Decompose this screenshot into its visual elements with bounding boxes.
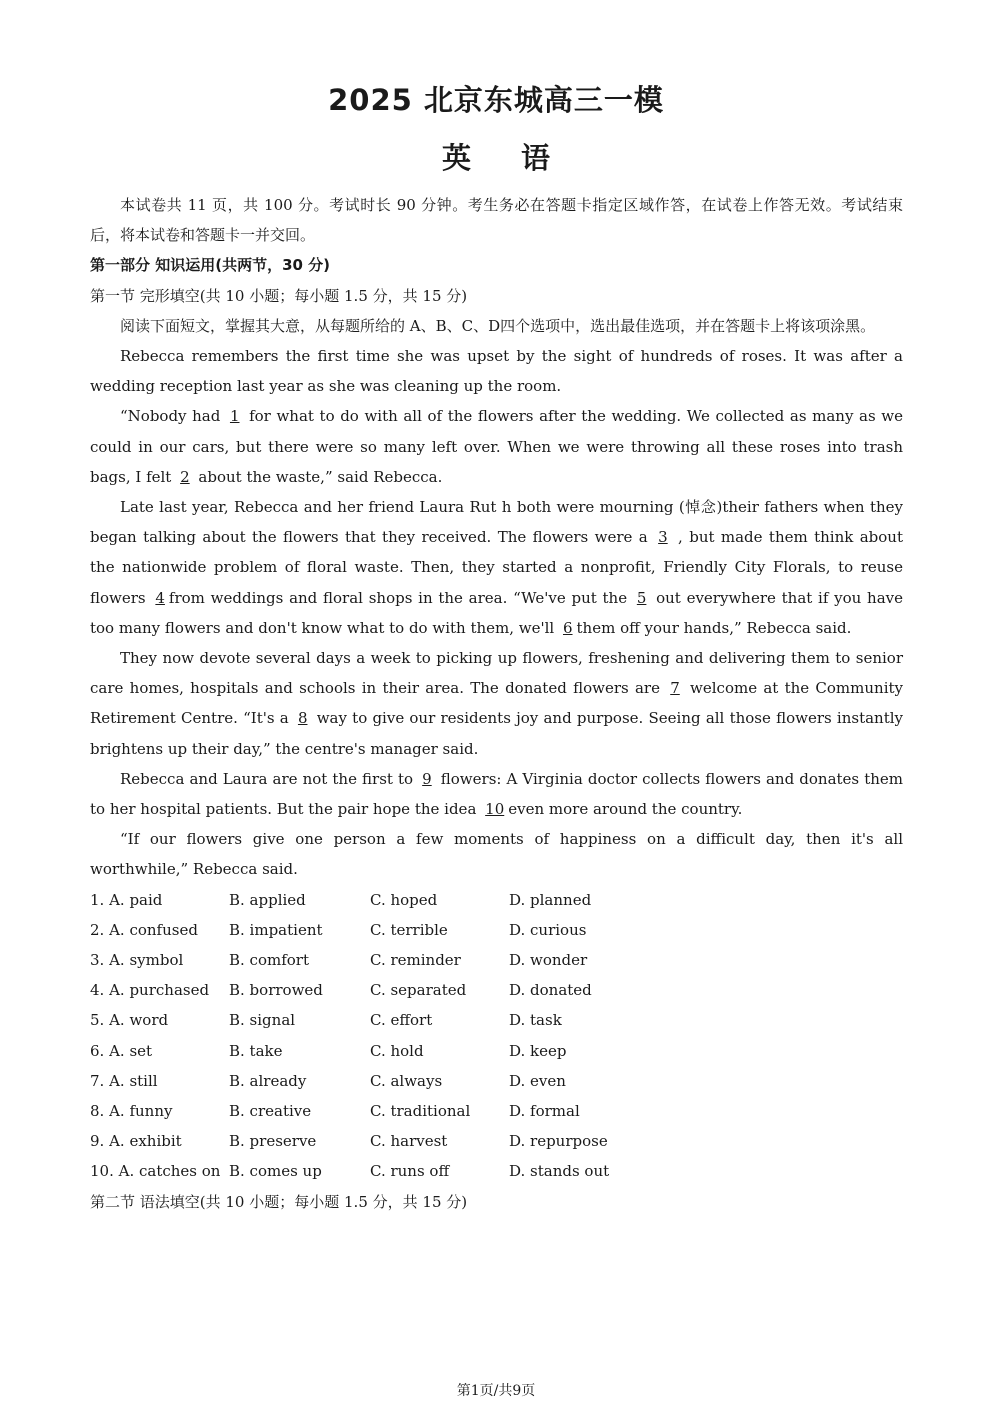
- exam-intro: 本试卷共 11 页，共 100 分。考试时长 90 分钟。考生务必在答题卡指定区域作答，在试卷上作答无效。考试结束后，将本试卷和答题卡一并交回。: [90, 196, 903, 245]
- option-d: D. stands out: [509, 1162, 610, 1181]
- option-b: B. impatient: [229, 920, 323, 939]
- passage-text: “Nobody had: [120, 407, 226, 426]
- option-b: B. preserve: [229, 1132, 317, 1151]
- option-b: B. creative: [229, 1101, 312, 1120]
- section1-heading: 第一节 完形填空(共 10 小题；每小题 1.5 分，共 15 分): [90, 286, 468, 305]
- option-d: D. repurpose: [509, 1132, 608, 1151]
- option-row: [90, 1005, 903, 1035]
- subject-heading: 英 语: [441, 141, 551, 175]
- passage-text: Late last year, Rebecca and her friend Laura Rut h both were mourning (悼念)their fathers when they began talking about the flowers that they received. The flowers were a: [90, 498, 903, 547]
- option-row: [90, 1036, 903, 1066]
- blank-1: 1: [229, 407, 240, 426]
- blank-3: 3: [658, 528, 668, 547]
- exam-title: 2025 北京东城高三一模: [328, 83, 664, 117]
- option-c: C. hold: [370, 1041, 424, 1060]
- option-b: B. already: [229, 1071, 307, 1090]
- passage-text: flowers: A Virginia doctor collects flowers and donates them to her hospital patients. But the pair hope the idea: [90, 769, 903, 819]
- passage-text: Rebecca and Laura are not the first to: [120, 769, 419, 788]
- passage-paragraph-1: Rebecca remembers the first time she was upset by the sight of hundreds of roses. It was after a wedding reception last year as she was cleaning up the room.: [90, 347, 903, 396]
- option-row: [90, 975, 903, 1005]
- option-b: B. take: [229, 1041, 283, 1060]
- passage-paragraph-5: [90, 764, 903, 824]
- part1-heading: 第一部分 知识运用(共两节，30 分): [90, 256, 331, 275]
- option-row: [90, 1126, 903, 1156]
- passage-text: way to give our residents joy and purpose. Seeing all those flowers instantly brightens up their day,” the centre's manager said.: [90, 709, 903, 758]
- option-c: C. harvest: [370, 1132, 448, 1151]
- option-a: 10. A. catches on: [90, 1162, 221, 1181]
- page-number: 第1页/共9页: [456, 1383, 536, 1399]
- option-a: 5. A. word: [90, 1011, 169, 1030]
- option-d: D. curious: [509, 920, 587, 939]
- option-a: 9. A. exhibit: [90, 1132, 182, 1151]
- blank-6: 6: [562, 618, 573, 637]
- blank-7: 7: [670, 679, 680, 698]
- option-row: [90, 915, 903, 945]
- option-a: 8. A. funny: [90, 1101, 173, 1120]
- option-a: 1. A. paid: [90, 890, 163, 909]
- option-c: C. always: [370, 1071, 443, 1090]
- option-d: D. donated: [509, 981, 592, 1000]
- passage-paragraph-6: “If our flowers give one person a few moments of happiness on a difficult day, then it's all worthwhile,” Rebecca said.: [90, 830, 903, 879]
- option-d: D. task: [509, 1011, 562, 1030]
- passage-paragraph-2: [90, 401, 903, 492]
- option-a: 6. A. set: [90, 1041, 153, 1060]
- section1-instructions: 阅读下面短文，掌握其大意，从每题所给的 A、B、C、D四个选项中，选出最佳选项，并在答题卡上将该项涂黑。: [120, 316, 876, 335]
- option-c: C. effort: [370, 1011, 433, 1030]
- option-b: B. comes up: [229, 1162, 322, 1181]
- passage-text: welcome at the Community Retirement Centre. “It's a: [90, 679, 903, 728]
- passage-text: about the waste,” said Rebecca.: [193, 467, 443, 486]
- option-c: C. hoped: [370, 890, 438, 909]
- option-row: [90, 1156, 903, 1186]
- option-d: D. keep: [509, 1041, 567, 1060]
- option-a: 3. A. symbol: [90, 951, 184, 970]
- option-d: D. wonder: [509, 951, 588, 970]
- exam-body: [90, 190, 903, 1217]
- passage-paragraph-4: [90, 643, 903, 764]
- passage-text: from weddings and floral shops in the area. “We've put the: [168, 588, 633, 607]
- option-a: 4. A. purchased: [90, 981, 210, 1000]
- option-row: [90, 1096, 903, 1126]
- option-b: B. borrowed: [229, 981, 323, 1000]
- passage-text: , but made them think about the nationwide problem of floral waste. Then, they started a nonprofit, Friendly City Florals, to reuse flowers: [90, 528, 903, 607]
- answer-options: [90, 885, 903, 1187]
- option-c: C. reminder: [370, 951, 461, 970]
- option-d: D. even: [509, 1071, 566, 1090]
- option-row: [90, 1066, 903, 1096]
- option-c: C. runs off: [370, 1162, 450, 1181]
- option-a: 7. A. still: [90, 1071, 158, 1090]
- option-b: B. comfort: [229, 951, 309, 970]
- passage-paragraph-3: [90, 492, 903, 643]
- option-row: [90, 885, 903, 915]
- blank-10: 10: [485, 800, 505, 819]
- option-row: [90, 945, 903, 975]
- blank-8: 8: [297, 709, 308, 728]
- blank-4: 4: [155, 588, 165, 607]
- passage-text: out everywhere that if you have too many flowers and don't know what to do with them, we'll: [90, 588, 903, 637]
- passage-text: even more around the country.: [508, 800, 743, 819]
- passage-text: them off your hands,” Rebecca said.: [576, 618, 852, 637]
- option-a: 2. A. confused: [90, 920, 198, 939]
- blank-2: 2: [180, 467, 190, 486]
- blank-9: 9: [422, 769, 432, 788]
- option-b: B. applied: [229, 890, 306, 909]
- section2-heading: 第二节 语法填空(共 10 小题；每小题 1.5 分，共 15 分): [90, 1192, 468, 1211]
- option-c: C. traditional: [370, 1101, 471, 1120]
- blank-5: 5: [636, 588, 647, 607]
- option-c: C. terrible: [370, 920, 448, 939]
- option-d: D. formal: [509, 1101, 580, 1120]
- option-d: D. planned: [509, 890, 592, 909]
- passage-text: for what to do with all of the flowers after the wedding. We collected as many as we could in our cars, but there were so many left over. When we were throwing all these roses into trash bags, I felt: [90, 407, 903, 486]
- option-b: B. signal: [229, 1011, 296, 1030]
- option-c: C. separated: [370, 981, 467, 1000]
- passage-text: They now devote several days a week to picking up flowers, freshening and delivering them to senior care homes, hospitals and schools in their area. The donated flowers are: [90, 649, 903, 698]
